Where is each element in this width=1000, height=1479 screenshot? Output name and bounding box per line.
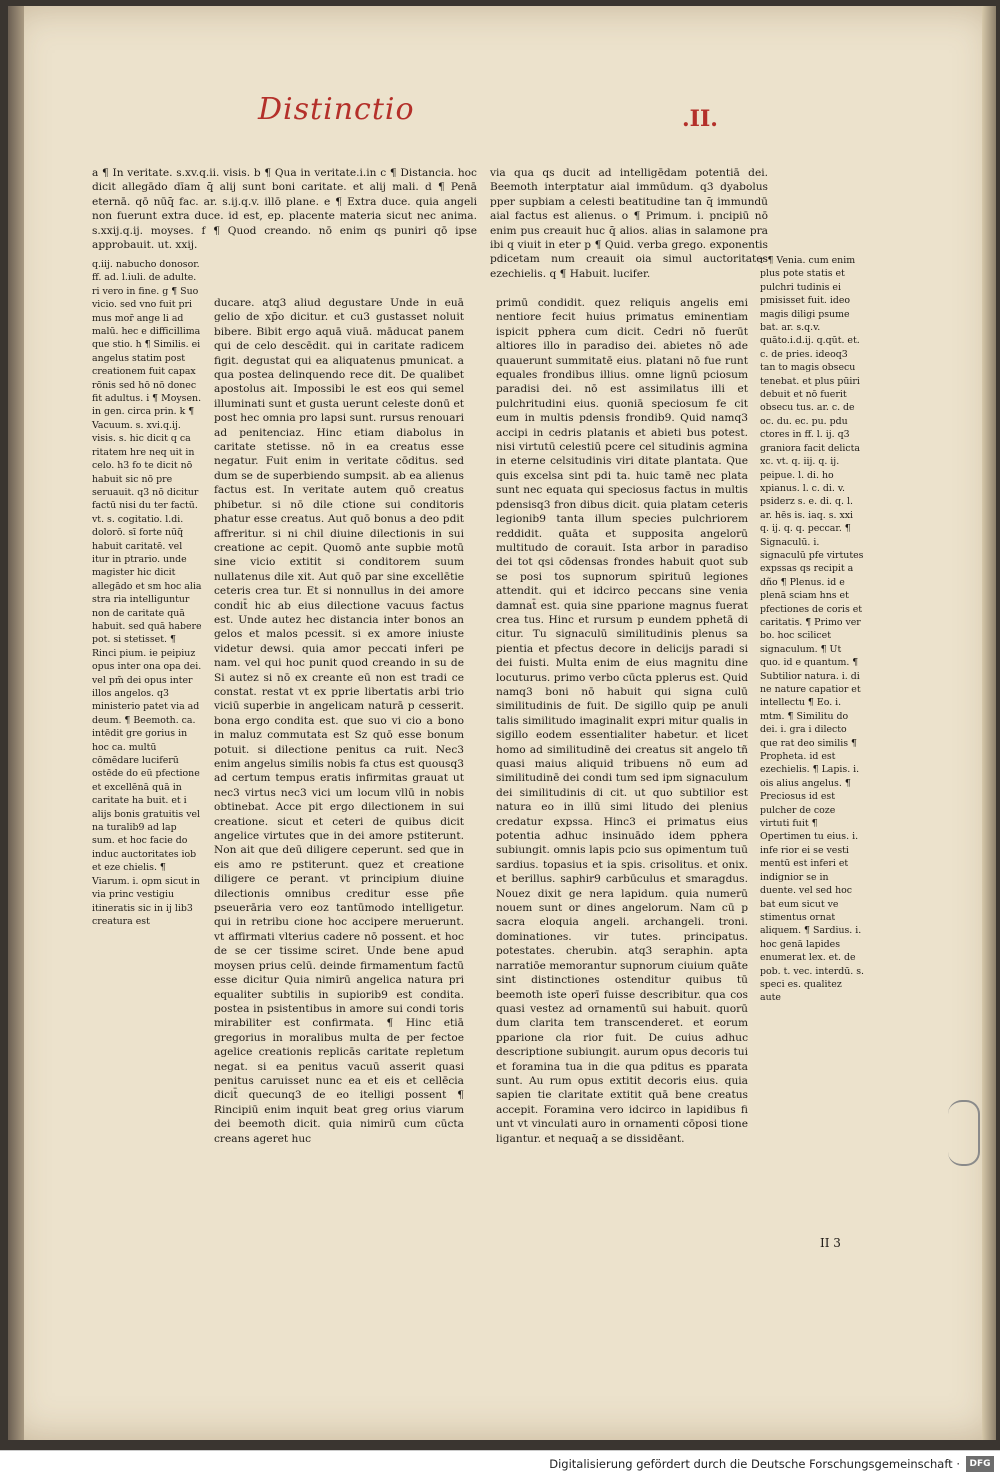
gloss-right-margin: r ¶ Venia. cum enim plus pote statis et pulchri tudinis ei pmisisset fuit. ideo magis diligi psume bat. ar. s.q.v. quāto.i.d.ij. q.qūt. et. c. de pries. ideoq3 tan to magis obsecu tenebat. et plus pūiri debuit et nō fuerit obsecu tus. ar. c. de oc. du. ec. pu. pdu ctores in ff. l. ij. q3 graniora facit delicta xc. vt. q. iij. q. ij. peipue. l. di. ho xpianus. l. c. di. v. psiderz s. e. di. q. l. ar. hēs is. iaq. s. xxi q. ij. q. q. peccar. ¶ Signaculū. i. signaculū pfe virtutes expssas qs recipit a dño ¶ Plenus. id e plenā sciam hns et pfectiones de coris et caritatis. ¶ Primo ver bo. hoc scilicet signaculum. ¶ Ut quo. id e quantum. ¶ Subtilior natura. i. di ne nature capatior et intellectu ¶ Eo. i. mtm. ¶ Similitu do dei. i. gra i dilecto que rat deo similis ¶ Propheta. id est ezechielis. ¶ Lapis. i. ois alius angelus. ¶ Preciosus id est pulcher de coze virtuti fuit ¶ Opertimen tu eius. i. infe rior ei se vesti mentū est inferi et indignior se in duente. vel sed hoc bat eum sicut ve stimentus ornat aliquem. ¶ Sardius. i. hoc genā lapides enumerat lex. et. de pob. t. vec. interdū. s. speci es. qualitez aute bbox=[760, 255, 865, 1004]
signature-mark: II 3 bbox=[820, 1236, 841, 1250]
gloss-top-left: a ¶ In veritate. s.xv.q.ii. visis. b ¶ Qua in veritate.i.in c ¶ Distancia. hoc dicit allegādo dīam q̄ alij sunt boni caritate. et alij mali. d ¶ Penā eternā. qō nūq̄ fac. ar. s.ij.q.v. illō plane. e ¶ Extra duce. quia angeli non fuerunt extra duce. id est, ep. placente materia sicut nec anima. s.xxij.q.ij. moyses. f ¶ Quod creando. nō enim qs puniri qō ipse approbauit. ut. xxij. bbox=[92, 167, 477, 252]
dfg-logo: DFG bbox=[966, 1456, 994, 1472]
paper-clip bbox=[948, 1100, 980, 1166]
gloss-top-right: via qua qs ducit ad intelligēdam potentiā dei. Beemoth interptatur aial immūdum. q3 dyabolus pper supbiam a celesti beatitudine tan q̄ immundū aial factus est alienus. o ¶ Primum. i. pncipiū nō enim pus creauit huc q̄ alios. alias in salamone pra ibi q viuit in eter p ¶ Quid. verba grego. exponentis pdicetam num creauit oia simul auctoritates ezechielis. q ¶ Habuit. lucifer. bbox=[490, 167, 768, 280]
funding-notice: Digitalisierung gefördert durch die Deutsche Forschungsgemeinschaft · bbox=[549, 1457, 960, 1471]
page-edge bbox=[982, 6, 996, 1440]
heading-distinctio: Distinctio bbox=[258, 92, 415, 127]
book-spine bbox=[8, 6, 24, 1440]
footer-bar bbox=[0, 1450, 1000, 1479]
main-text-left-column: ducare. atq3 aliud degustare Unde in euā gelio de xp̄o dicitur. et cu3 gustasset noluit bibere. Bibit ergo aquā viuā. māducat panem qui de celo descēdit. qui in caritate radicem figit. degustat qui ea aliquatenus pmunicat. a qua postea delinquendo rece dit. De qualibet apostolus ait. Impossibi le est eos qui semel illuminati sunt et gusta uerunt celeste donū et post hec omnia pro lapsi sunt. rursus renouari ad penitenciaz. Hinc etiam diabolus in caritate stetisse. nō in ea creatus esse negatur. Fuit enim in veritate cōditus. sed dum se de superbiendo sumpsit. ab ea alienus factus est. In veritate autem quō creatus phibetur. si nō dile ctione sui conditoris phatur esse creatus. Aut quō bonus a deo pdit affreritur. si ni chil diuine dilectionis in sui creatione ac cepit. Quomō ante supbie motū sine vicio extitit si conditorem suum nullatenus dile xit. Aut quō par sine excellētie ceteris crea tur. Et si nonnullus in dei amore condit̄ hic ab eius dilectione vacuus factus est. Unde autez hec distancia inter bonos an gelos et malos pcessit. si ex amore iniuste videtur dewsi. quia amor peccati inferi pe nam. vel qui hoc punit quod creando in su de Si autez si nō ex creante eū non est tradi ce constat. restat vt ex pprie libertatis arbi trio viciū superbie in angelicam naturā p cesserit. bona ergo condita est. que suo vi cio a bono in maluz commutata est Sz quō esse bonum potuit. si dilectione penitus ca ruit. Nec3 enim angelus similis nobis fa ctus est quousq3 ad certum tempus eratis infirmitas grauat ut nec3 virtus nec3 vici um locum vllū in nobis obtinebat. Acce pit ergo dilectionem in sui creatione. sicut et ceteri de quibus dicit angelice virtutes que in dei amore pstiterunt. Non ait que deū diligere ceperunt. sed que in eis amo re pstiterunt. quez et creatione diligere ce perant. vt principium diuine dilectionis omnibus creditur esse pñe pseuerāria vero eoz tantūmodo intelligetur. qui in retribu cione hoc accipere meruerunt. vt affirmati vlterius cadere nō possent. et hoc de se cer tissime sciret. Unde bene apud moysen prius celū. deinde firmamentum factū esse dicitur Quia nimirū angelica natura pri equaliter subtilis in supiorib9 est condita. postea in psistentibus in amore sui condi toris mirabiliter est confirmata. ¶ Hinc etiā gregorius in moralibus multa de per fectoe agelice creationis replicās caritate repletum negat. si ea penitus vacuū asserit quasi penitus caruisset nunc ea et eis et cellēcia dicit̄ quecunq3 de eo itelligi possent ¶ Rincipiū enim inquit beat greg orius viarum dei beemoth dicit. quia nimirū cum cūcta creans ageret huc bbox=[214, 297, 464, 1145]
main-text-right-column: primū condidit. quez reliquis angelis emi nentiore fecit huius primatus eminentiam ispicit pphera cum dicit. Cedri nō fuerūt altiores illo in paradiso dei. abietes nō ade quauerunt summitatē eius. platani nō fue runt equales frondibus illius. omne lignū pciosum paradisi dei. nō est assimilatus illi et pulchritudini eius. quoniā speciosum fe cit eum in multis pdensis frondib9. Quid namq3 accipi in cedris platanis et abieti bus potest. nisi virtutū celestiū pcere cel situdinis agmina in eterne celsitudinis viri ditate plantata. Que quis excelsa sint pdi ta. huic tamē nec plata sunt nec equata qui speciosus factus in multis pdensisq3 fron dibus dicit. quia platam ceteris legionib9 tanta illum species pulchriorem reddidit. quāta et supposita angelorū multitudo de corauit. Ista arbor in paradiso dei tot qsi cōdensas frondes habuit quot sub se posi tos supnorum spirituū legiones attendit. qui et idcirco peccans sine venia damnat̄ est. quia sine pparione magnus fuerat crea tus. Hinc et rursum p eundem pphetā di citur. Tu signaculū similitudinis plenus sa pientia et pfectus decore in delicijs paradi si dei fuisti. Multa enim de eius magnitu dine locuturus. primo verbo cūcta pplerus est. Quid namq3 boni nō habuit qui signa culū similitudinis de fuit. De sigillo quip pe anuli talis similitudo imaginalit expri mitur qualis in sigillo eodem essentialiter habetur. et licet homo ad similitudinē dei creatus sit angelo tñ quasi maius aliquid tribuens nō eum ad similitudinē dei condi tum sed ipm signaculum dei similitudinis di cit. ut quo subtilior est natura eo in illū simi litudo dei plenius credatur expssa. Hinc3 ei primatus eius potentia adhuc insinuādo idem pphera subiungit. omnis lapis pcio sus opimentum tuū sardius. topasius et ia spis. crisolitus. et onix. et berillus. saphir9 carbūculus et smaragdus. Nouez dixit ge nera lapidum. quia numerū nouem sunt or dines angelorum. Nam cū p sacra eloquia angeli. archangeli. troni. dominationes. vir tutes. principatus. potestates. cherubin. atq3 seraphin. apta narratiōe memorantur supnorum ciuium quāte sint distinctiones ostenditur quibus tū beemoth iste operī fuisse describitur. qua cos quasi vestez ad ornamentū sui habuit. quorū dum clarita tem transcenderet. et eorum pparione cla rior fuit. De cuius adhuc descriptione subiungit. aurum opus decoris tui et foramina tua in die qua pditus es pparata sunt. Au rum opus extitit decoris eius. quia sapien tie claritate extitit quā bene creatus accepit. Foramina vero idcirco in lapidibus fi unt vt vinculati auro in ornamenti cōposi tione ligantur. et nequaq̄ a se dissidēant. bbox=[496, 297, 748, 1145]
gloss-left-margin: q.iij. nabucho donosor. ff. ad. l.iuli. de adulte. ri vero in fine. g ¶ Suo vicio. sed vno fuit pri mus mor̄ ange li ad malū. hec e difficillima que stio. h ¶ Similis. ei angelus statim post creationem fuit capax rōnis sed hō nō donec fit adultus. i ¶ Moysen. in gen. circa prin. k ¶ Vacuum. s. xvi.q.ij. visis. s. hic dicit q ca ritatem hre neq uit in celo. h3 fo te dicit nō habuit sic nō pre seruauit. q3 nō dicitur factū nisi du ter factū. vt. s. cogitatio. l.di. dolorō. sī forte nūq̄ habuit caritatē. vel itur in ptrario. unde magister hic dicit allegādo et sm hoc alia stra ria intelliguntur non de caritate quā habuit. sed quā habere pot. si stetisset. ¶ Rinci pium. ie peipiuz opus inter ona opa dei. vel pm̄ dei opus inter illos angelos. q3 ministerio patet via ad deum. ¶ Beemoth. ca. intēdit gre gorius in hoc ca. multū cōmēdare luciferū ostēde do eū pfectione et excellēnā quā in caritate ha buit. et i alijs bonis gratuitis vel na turalib9 ad lap sum. et hoc facie do induc auctoritates iob et eze chielis. ¶ Viarum. i. opm sicut in via princ vestigiu itineratis sic in ij lib3 creatura est bbox=[92, 259, 202, 927]
heading-chapter-number: .II. bbox=[682, 106, 718, 132]
